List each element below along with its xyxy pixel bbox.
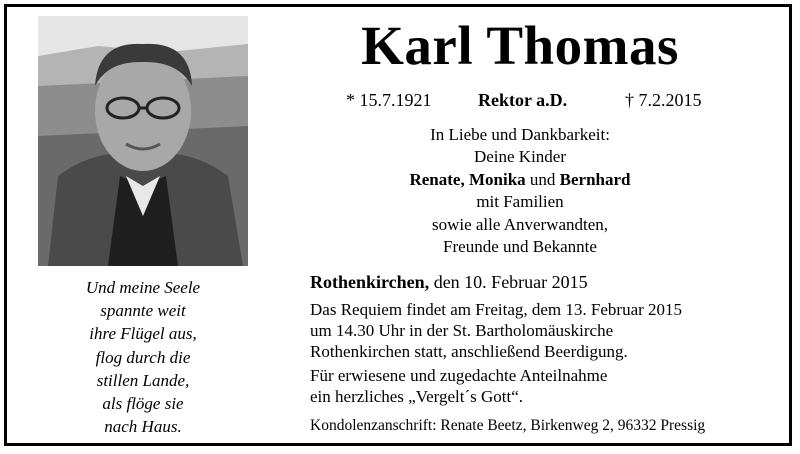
- thanks-note: [310, 366, 607, 408]
- birth-date: * 15.7.1921: [346, 90, 432, 110]
- connector: und: [529, 169, 556, 189]
- requiem-line: um 14.30 Uhr in der St. Bartholomäuskirche: [310, 320, 614, 340]
- children-label: Deine Kinder: [473, 147, 567, 167]
- poem-line: ihre Flügel aus,: [89, 324, 197, 344]
- poem-line: stillen Lande,: [96, 370, 190, 390]
- poem-line: nach Haus.: [104, 417, 182, 437]
- deceased-title: Rektor a.D.: [478, 90, 568, 110]
- requiem-line: Das Requiem findet am Freitag, dem 13. Februar 2015: [310, 300, 683, 319]
- poem: [38, 276, 248, 438]
- families: mit Familien: [476, 192, 564, 212]
- mourners-block: [360, 124, 680, 258]
- poem-line: spannte weit: [100, 301, 186, 321]
- requiem-info: [310, 300, 682, 362]
- requiem-line: Rothenkirchen statt, anschließend Beerdigung.: [310, 341, 628, 361]
- condolence-address: Kondolenzanschrift: Renate Beetz, Birkenweg 2, 96332 Pressig: [310, 417, 706, 434]
- portrait-photo: [38, 16, 248, 266]
- place-date: [310, 271, 588, 293]
- place-name: Rothenkirchen,: [310, 272, 430, 292]
- poem-line: flog durch die: [95, 347, 191, 367]
- relatives: sowie alle Anverwandten,: [431, 214, 609, 234]
- children-names: [360, 169, 680, 191]
- mourners-intro: In Liebe und Dankbarkeit:: [430, 125, 610, 144]
- child-name: Bernhard: [559, 169, 631, 189]
- thanks-line: ein herzliches „Vergelt´s Gott“.: [310, 386, 524, 406]
- thanks-line: Für erwiesene und zugedachte Anteilnahme: [310, 366, 608, 385]
- poem-line: als flöge sie: [102, 394, 184, 414]
- poem-line: Und meine Seele: [85, 278, 201, 297]
- deceased-name: Karl Thomas: [361, 15, 679, 76]
- child-name: Monika: [468, 169, 526, 189]
- notice-date: den 10. Februar 2015: [433, 272, 588, 292]
- death-date: † 7.2.2015: [625, 90, 702, 110]
- child-name: Renate,: [409, 169, 465, 189]
- friends: Freunde und Bekannte: [443, 237, 597, 257]
